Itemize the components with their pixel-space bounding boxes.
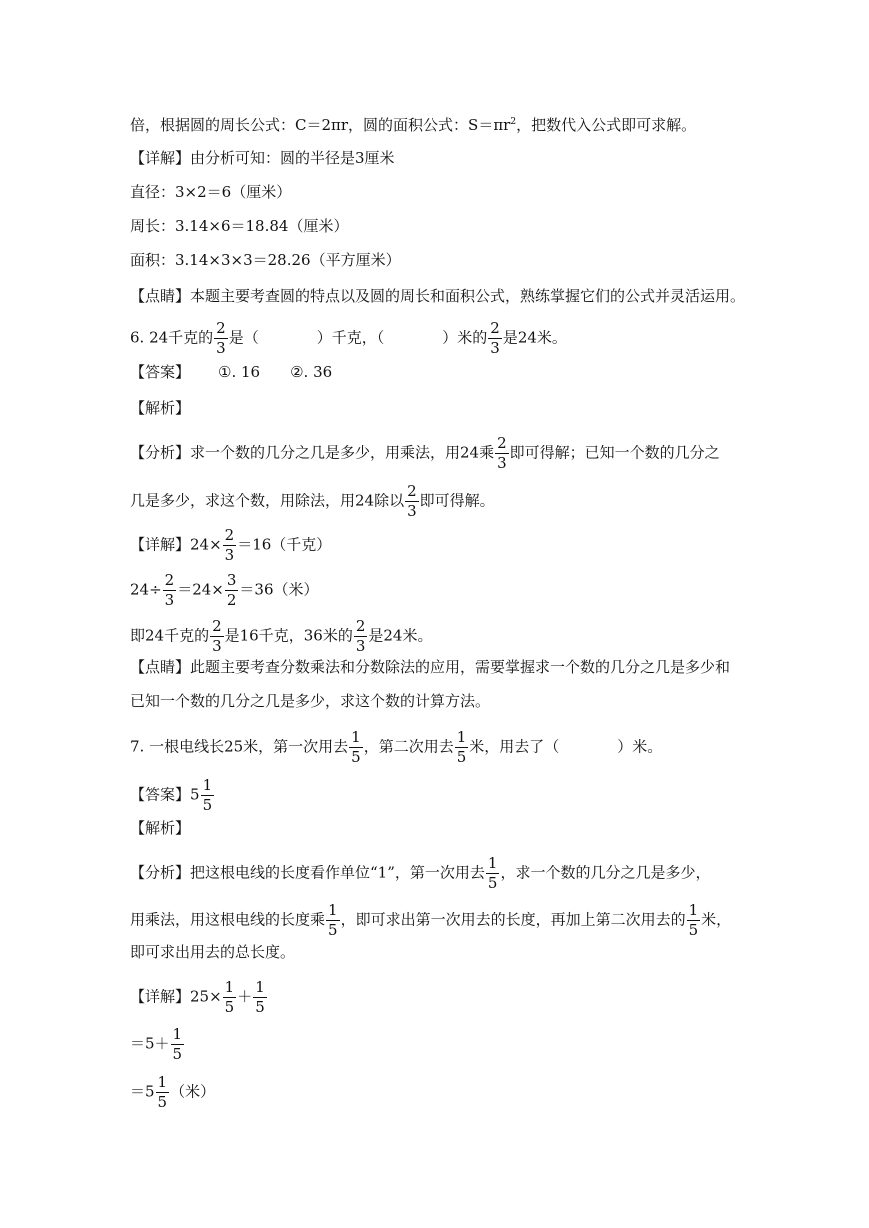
answer-value: ②. 36: [290, 363, 333, 381]
answer-label: 【答案】: [130, 363, 191, 381]
text: 米，: [701, 910, 732, 929]
text: 7. 一根电线长25米，第一次用去: [130, 737, 349, 756]
numerator: 2: [497, 434, 507, 452]
analysis-7-line1: [130, 856, 710, 891]
analysis-7-line2: [130, 903, 731, 938]
fraction: [163, 573, 177, 608]
text: 几是多少，求这个数，用除法，用24除以: [130, 491, 405, 510]
fraction: [495, 436, 509, 471]
denominator: 3: [497, 454, 507, 472]
denominator: 5: [351, 748, 361, 766]
fraction: [156, 1075, 170, 1110]
comment-line: 【点睛】本题主要考查圆的特点以及圆的周长和面积公式，熟练掌握它们的公式并灵活运用。: [130, 287, 746, 305]
detail-7-line2: [130, 1027, 185, 1062]
denominator: 5: [456, 748, 467, 766]
numerator: 2: [224, 526, 235, 544]
text: 是24米。: [368, 626, 433, 645]
analysis-line-formula: [130, 112, 696, 135]
text: 即24千克的: [130, 626, 210, 645]
text: 即可得解；已知一个数的几分之: [509, 443, 720, 462]
denominator: 5: [487, 874, 498, 892]
fraction: [455, 730, 469, 765]
answer-whole: 5: [190, 785, 200, 804]
denominator: 3: [216, 339, 226, 357]
fraction: [488, 321, 502, 356]
answer-value: ①. 16: [218, 363, 261, 381]
text: ＝5: [130, 1082, 155, 1101]
denominator: 3: [355, 637, 366, 655]
text: 【分析】把这根电线的长度看作单位“1”，第一次用去: [130, 863, 485, 882]
denominator: 3: [224, 546, 235, 564]
text: 倍，根据圆的周长公式：C＝2πr，圆的面积公式：S＝πr: [130, 116, 511, 134]
text: 是24米。: [502, 328, 567, 347]
fraction: [214, 321, 228, 356]
fraction: [223, 980, 237, 1015]
detail-6-line1: [130, 528, 331, 563]
numerator: 1: [224, 978, 235, 996]
numerator: 2: [164, 571, 175, 589]
text: 【分析】求一个数的几分之几是多少，用乘法，用24乘: [130, 443, 495, 462]
numerator: 1: [351, 728, 361, 746]
fraction: [687, 903, 701, 938]
fraction: [210, 619, 224, 654]
diameter-line: 直径：3×2＝6（厘米）: [130, 183, 292, 201]
fraction: [486, 856, 500, 891]
text: 6. 24千克的: [130, 328, 214, 347]
denominator: 5: [328, 921, 338, 939]
fraction: [326, 903, 340, 938]
text: ，求一个数的几分之几是多少，: [500, 863, 711, 882]
denominator: 3: [490, 339, 500, 357]
denominator: 5: [688, 921, 699, 939]
fraction: [223, 528, 237, 563]
numerator: 1: [487, 854, 498, 872]
numerator: 1: [255, 978, 265, 996]
answer-7: [130, 778, 215, 813]
detail-6-line3: [130, 619, 432, 654]
detail-7-line1: [130, 980, 268, 1015]
text: ＝36（米）: [239, 580, 319, 599]
numerator: 1: [328, 901, 338, 919]
circumference-line: 周长：3.14×6＝18.84（厘米）: [130, 217, 349, 235]
text: ，第二次用去: [363, 737, 454, 756]
text: 是（: [228, 328, 259, 347]
fraction: [201, 778, 215, 813]
numerator: 1: [688, 901, 699, 919]
denominator: 3: [164, 591, 175, 609]
text: 即可得解。: [419, 491, 495, 510]
analysis-6-line2: [130, 484, 495, 519]
area-line: 面积：3.14×3×3＝28.26（平方厘米）: [130, 251, 401, 269]
text: 24÷: [130, 580, 162, 599]
fraction: [354, 619, 368, 654]
fraction: [225, 573, 239, 608]
text: ＋: [237, 987, 253, 1006]
numerator: 2: [212, 617, 222, 635]
text: ）米。: [617, 737, 663, 756]
text: 米，用去了（: [469, 737, 560, 756]
fraction: [405, 484, 419, 519]
denominator: 3: [407, 502, 417, 520]
text: 【详解】25×: [130, 987, 222, 1006]
denominator: 5: [255, 998, 265, 1016]
denominator: 5: [157, 1093, 168, 1111]
question-7: [130, 730, 662, 765]
numerator: 1: [202, 776, 213, 794]
analysis-7-line3: 即可求出用去的总长度。: [130, 943, 296, 961]
comment-6-line1: 【点睛】此题主要考查分数乘法和分数除法的应用，需要掌握求一个数的几分之几是多少和: [130, 658, 731, 676]
detail-6-line2: [130, 573, 319, 608]
detail-7-line3: [130, 1075, 215, 1110]
answer-label: 【答案】: [130, 785, 191, 804]
superscript: 2: [510, 117, 517, 127]
denominator: 2: [226, 591, 237, 609]
numerator: 2: [407, 482, 417, 500]
text: （米）: [170, 1082, 216, 1101]
analysis-6-line1: [130, 436, 720, 471]
text: ＝16（千克）: [237, 535, 332, 554]
denominator: 3: [212, 637, 222, 655]
text: 【详解】24×: [130, 535, 222, 554]
analysis-heading: 【解析】: [130, 399, 191, 417]
fraction: [253, 980, 267, 1015]
text: ＝5＋: [130, 1034, 170, 1053]
text: ＝24×: [177, 580, 224, 599]
question-6: [130, 321, 567, 356]
numerator: 1: [157, 1073, 168, 1091]
denominator: 5: [224, 998, 235, 1016]
text: ）米的: [442, 328, 488, 347]
denominator: 5: [202, 796, 213, 814]
numerator: 2: [355, 617, 366, 635]
analysis-heading: 【解析】: [130, 819, 191, 837]
numerator: 3: [226, 571, 237, 589]
fraction: [171, 1027, 185, 1062]
numerator: 2: [490, 319, 500, 337]
text: ，即可求出第一次用去的长度，再加上第二次用去的: [340, 910, 686, 929]
text: 是16千克，36米的: [224, 626, 353, 645]
detail-line: 【详解】由分析可知：圆的半径是3厘米: [130, 149, 395, 167]
comment-6-line2: 已知一个数的几分之几是多少，求这个数的计算方法。: [130, 692, 491, 710]
answer-6: [130, 362, 332, 382]
fraction: [349, 730, 363, 765]
text: ，把数代入公式即可求解。: [516, 116, 697, 134]
denominator: 5: [172, 1045, 183, 1063]
text: ）千克，（: [316, 328, 385, 347]
text: 用乘法，用这根电线的长度乘: [130, 910, 326, 929]
numerator: 2: [216, 319, 226, 337]
numerator: 1: [456, 728, 467, 746]
numerator: 1: [172, 1025, 183, 1043]
